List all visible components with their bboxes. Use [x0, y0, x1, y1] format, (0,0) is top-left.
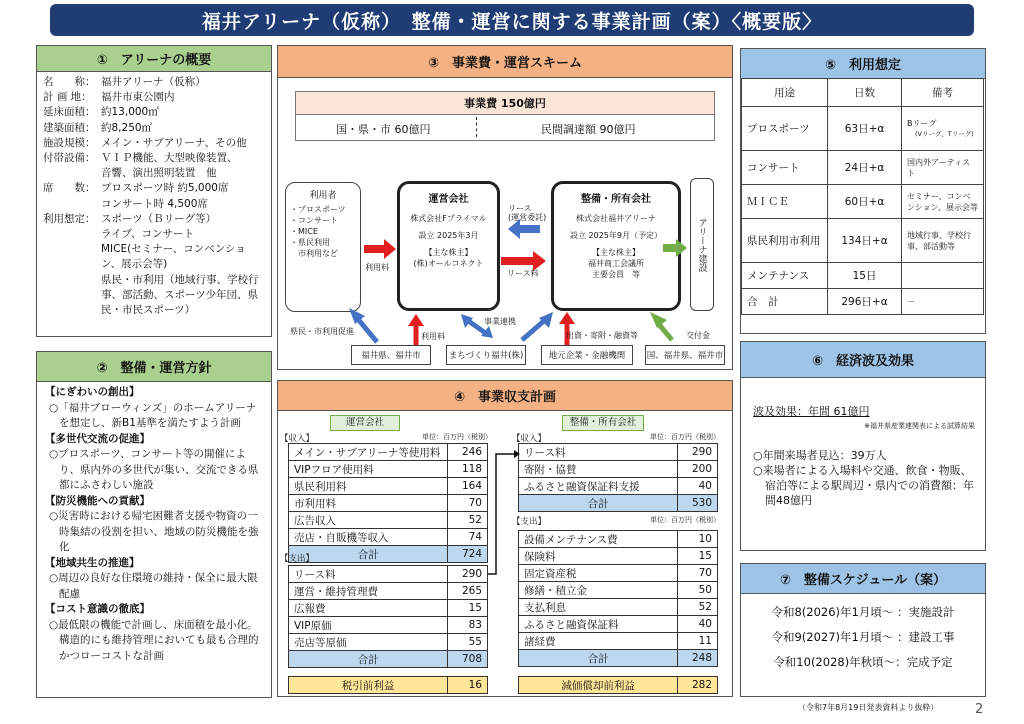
item-label: リース料 [519, 444, 678, 461]
usage-row [742, 151, 984, 185]
policy-heading-item: 【コスト意識の徹底】 [45, 603, 150, 615]
lease-fee-label: リース料 [507, 269, 539, 278]
item-label: 売店・自販機等収入 [289, 529, 448, 546]
table-row [519, 599, 718, 616]
source-note: （令和7年8月19日発表資料より抜粋） [798, 703, 939, 712]
overview-key: 席 数： [43, 182, 96, 195]
invest-label: 出資・寄附・融資等 [566, 331, 638, 340]
remark-main: Bリーグ [907, 118, 937, 128]
item-value: 15 [678, 548, 718, 565]
item-label: 広告収入 [289, 512, 448, 529]
policy-body: ○周辺の良好な住環境の維持・保全に最大限配慮 [49, 572, 258, 600]
profit-row [519, 677, 718, 694]
usage-row [742, 219, 984, 263]
op-company-tag: 運営会社 [330, 415, 400, 431]
overview-row [43, 121, 265, 136]
total-row [289, 651, 488, 668]
item-label: 寄附・協賛 [519, 461, 678, 478]
total-label: 合計 [519, 495, 678, 512]
usage-type: 県民利用市利用 [742, 219, 828, 263]
owner-profit-table [518, 676, 718, 694]
schedule-heading: ⑦ 整備スケジュール（案） [741, 564, 985, 594]
remark-main: 地域行事、学校行事、部活動等 [907, 230, 971, 251]
table-row [289, 495, 488, 512]
ripple-note: ※福井県産業連関表による試算結果 [864, 422, 975, 430]
users-box: 利用者 ・プロスポーツ ・コンサート ・MICE ・県民利用 市利用など [285, 182, 361, 312]
profit-row [289, 677, 488, 694]
item-value: 15 [448, 600, 488, 617]
schedule-row: 令和10(2028)年秋頃～：完成予定 [773, 655, 953, 669]
schedule-row: 令和8(2026)年1月頃～ ：実施設計 [771, 605, 955, 619]
item-label: 修繕・積立金 [519, 582, 678, 599]
total-value: 248 [678, 650, 718, 667]
profit-value: 16 [448, 677, 488, 694]
budget-heading: ④ 事業収支計画 [278, 381, 732, 411]
overview-value: ライブ、コンサート [101, 228, 195, 241]
fee-arrow-1 [364, 239, 396, 259]
policy-body: ○災害時における帰宅困難者支援や物資の一時集結の役割を担い、地域の防災機能を強化 [49, 510, 259, 553]
overview-row [43, 166, 265, 181]
item-value: 118 [448, 461, 488, 478]
overview-row [43, 151, 265, 166]
fee-label-2: 利用料 [421, 332, 445, 341]
overview-row [43, 242, 265, 272]
total-cost: 事業費 150億円 [295, 91, 715, 115]
user-item: 市利用など [290, 249, 338, 258]
item-value: 40 [678, 478, 718, 495]
item-label: 保険料 [519, 548, 678, 565]
table-row [519, 582, 718, 599]
overview-row [43, 273, 265, 319]
usage-remark [902, 185, 984, 219]
overview-key: 延床面積： [43, 106, 96, 119]
overview-key: 名 称： [43, 76, 96, 88]
remark-sub: (Vリーグ、Tリーグ) [915, 129, 974, 138]
remark-main: － [907, 297, 915, 306]
usage-remark [902, 107, 984, 151]
overview-value: スポーツ（Ｂリーグ等） [101, 212, 217, 225]
user-item: ・県民利用 [290, 238, 330, 247]
item-label: 固定資産税 [519, 565, 678, 582]
overview-key: 施設規模： [43, 136, 96, 149]
public-funding: 国・県・市 60億円 [336, 123, 431, 136]
policy-body: ○「福井ブローウィンズ」のホームアリーナを想定し、新B1基準を満たすよう計画 [49, 401, 257, 429]
user-item: ・コンサート [290, 216, 338, 225]
item-label: ふるさと融資保証料 [519, 616, 678, 633]
total-row [519, 650, 718, 667]
total-row [289, 546, 488, 563]
user-item: ・プロスポーツ [290, 205, 346, 214]
table-row [289, 529, 488, 546]
cost-split [295, 115, 715, 141]
ripple-effect: 波及効果：年間 61億円 [753, 405, 870, 418]
table-row [519, 531, 718, 548]
table-row [289, 600, 488, 617]
overview-heading: ① アリーナの概要 [37, 46, 271, 72]
fee-label-1: 利用料 [365, 263, 389, 272]
item-value: 50 [678, 582, 718, 599]
overview-key: 利用想定： [43, 212, 96, 225]
item-value: 11 [678, 633, 718, 650]
policy-heading-item: 【防災機能への貢献】 [45, 494, 150, 507]
overview-value: メイン・サブアリーナ、その他 [101, 136, 247, 149]
table-row [519, 444, 718, 461]
overview-row [43, 105, 265, 120]
item-label: 設備メンテナンス費 [519, 531, 678, 548]
usage-type: 合 計 [742, 289, 828, 315]
owner-expense-table [518, 530, 718, 667]
item-value: 290 [448, 566, 488, 583]
overview-key [43, 166, 101, 181]
usage-type: プロスポーツ [742, 107, 828, 151]
table-row [289, 617, 488, 634]
stakeholder-machizukuri: まちづくり福井(株) [446, 345, 526, 365]
item-value: 246 [448, 444, 488, 461]
item-value: 83 [448, 617, 488, 634]
usage-heading: ⑤ 利用想定 [741, 49, 985, 79]
economic-panel [740, 341, 986, 551]
item-label: VIP原価 [289, 617, 448, 634]
stakeholder-local-business: 地元企業・金融機関 [541, 345, 633, 365]
usage-row [742, 289, 984, 315]
consumption-estimate: ○来場者による入場料や交通、飲食・物販、宿泊等による駅周辺・県内での消費額：年間48億円 [753, 464, 974, 507]
overview-value: プロスポーツ時 約5,000席 [101, 182, 229, 195]
table-row [289, 444, 488, 461]
schedule-list [741, 594, 985, 675]
table-row [289, 583, 488, 600]
total-label: 合計 [289, 546, 448, 563]
owner-income-table [518, 443, 718, 512]
usage-days: 24日+α [828, 151, 902, 185]
op-expense-table [288, 565, 488, 668]
item-value: 265 [448, 583, 488, 600]
usage-col-header: 備考 [902, 79, 984, 107]
item-label: 県民利用料 [289, 478, 448, 495]
overview-row [43, 212, 265, 227]
overview-key: 付帯設備： [43, 152, 96, 165]
overview-value: コンサート時 4,500席 [101, 197, 208, 210]
total-row [519, 495, 718, 512]
overview-row [43, 227, 265, 242]
profit-value: 282 [678, 677, 718, 694]
page-number: 2 [975, 702, 984, 717]
private-funding: 民間調達額 90億円 [541, 123, 636, 136]
op-income-table [288, 443, 488, 563]
lease-link-arrow [488, 450, 522, 580]
item-value: 164 [448, 478, 488, 495]
total-value: 724 [448, 546, 488, 563]
overview-key [43, 242, 101, 272]
item-label: 運営・維持管理費 [289, 583, 448, 600]
usage-remark [902, 263, 984, 289]
table-row [289, 512, 488, 529]
total-value: 530 [678, 495, 718, 512]
scheme-heading: ③ 事業費・運営スキーム [278, 46, 732, 78]
policy-panel [36, 351, 272, 698]
policy-heading: ② 整備・運営方針 [37, 352, 271, 382]
usage-row [742, 185, 984, 219]
page-title: 福井アリーナ（仮称） 整備・運営に関する事業計画（案）〈概要版〉 [50, 4, 974, 36]
policy-heading-item: 【にぎわいの創出】 [45, 386, 140, 398]
usage-row [742, 107, 984, 151]
item-label: 市利用料 [289, 495, 448, 512]
overview-value: 県民・市利用（地域行事、学校行事、部活動、スポーツ少年団、県民・市民スポーツ） [101, 273, 259, 317]
table-row [519, 633, 718, 650]
item-label: ふるさと融資保証料支援 [519, 478, 678, 495]
coop-label: 事業連携 [484, 317, 516, 326]
policy-heading-item: 【多世代交流の促進】 [45, 432, 150, 445]
overview-value: 福井アリーナ（仮称） [101, 76, 206, 88]
item-value: 10 [678, 531, 718, 548]
item-label: 諸経費 [519, 633, 678, 650]
overview-key: 建築面積： [43, 121, 96, 134]
item-value: 200 [678, 461, 718, 478]
table-row [519, 548, 718, 565]
policy-body: ○最低限の機能で計画し、床面積を最小化。構造的にも維持管理においても最も合理的かつローコストな計画 [49, 618, 259, 662]
owner-company-tag: 整備・所有会社 [562, 415, 644, 431]
overview-row [43, 181, 265, 196]
usage-col-header: 用途 [742, 79, 828, 107]
item-value: 290 [678, 444, 718, 461]
total-value: 708 [448, 651, 488, 668]
table-row [519, 461, 718, 478]
promo-label: 県民・市利用促進 [290, 327, 354, 336]
operating-company: 運営会社 株式会社Fプライマル 設立 2025年3月 【主な株主】 (株)オールコネクト [397, 181, 500, 311]
total-label: 合計 [519, 650, 678, 667]
table-row [289, 478, 488, 495]
item-label: VIPフロア使用料 [289, 461, 448, 478]
usage-days: 63日+α [828, 107, 902, 151]
item-label: リース料 [289, 566, 448, 583]
item-value: 52 [448, 512, 488, 529]
table-row [289, 566, 488, 583]
stakeholder-pref-city: 福井県、福井市 [351, 345, 431, 365]
item-label: メイン・サブアリーナ等使用料 [289, 444, 448, 461]
lease-arrow [508, 219, 540, 239]
table-row [289, 461, 488, 478]
item-value: 70 [448, 495, 488, 512]
usage-type: コンサート [742, 151, 828, 185]
profit-label: 減価償却前利益 [519, 677, 678, 694]
item-value: 74 [448, 529, 488, 546]
policy-heading-item: 【地域共生の推進】 [45, 556, 140, 569]
schedule-row: 令和9(2027)年1月頃～ ：建設工事 [771, 630, 955, 644]
overview-value: 約8,250㎡ [101, 121, 153, 134]
overview-key [43, 273, 101, 319]
usage-row [742, 263, 984, 289]
op-profit-table [288, 676, 488, 694]
item-label: 支払利息 [519, 599, 678, 616]
overview-value: ＶＩＰ機能、大型映像装置、 [101, 152, 238, 165]
economic-heading: ⑥ 経済波及効果 [741, 342, 985, 378]
remark-main: セミナー、コンベンション、展示会等 [907, 191, 978, 212]
total-label: 合計 [289, 651, 448, 668]
overview-panel [36, 45, 272, 337]
overview-value: MICE(セミナー、コンベンション、展示会等) [101, 243, 246, 271]
item-value: 52 [678, 599, 718, 616]
table-row [519, 565, 718, 582]
item-label: 広報費 [289, 600, 448, 617]
lease-label: リース (運営委託) [508, 204, 547, 222]
overview-row [43, 136, 265, 151]
overview-value: 福井市東公園内 [101, 91, 175, 104]
schedule-panel [740, 563, 986, 697]
usage-days: 60日+α [828, 185, 902, 219]
user-item: ・MICE [290, 227, 318, 236]
usage-days: 15日 [828, 263, 902, 289]
overview-row [43, 197, 265, 212]
usage-panel [740, 48, 986, 334]
usage-type: メンテナンス [742, 263, 828, 289]
usage-days: 296日+α [828, 289, 902, 315]
overview-key [43, 227, 101, 242]
stakeholder-gov: 国、福井県、福井市 [645, 345, 725, 365]
arena-construction: アリーナ建設 [690, 178, 714, 311]
table-row [289, 634, 488, 651]
policy-list [37, 382, 271, 667]
table-row [519, 478, 718, 495]
table-row [519, 616, 718, 633]
overview-key [43, 197, 101, 212]
item-value: 55 [448, 634, 488, 651]
item-value: 40 [678, 616, 718, 633]
policy-body: ○プロスポーツ、コンサート等の開催により、県内外の多世代が集い、交流できる県都にふさわしい施設 [49, 448, 259, 491]
remark-main: 国内外アーティスト [907, 157, 971, 178]
overview-list [37, 72, 271, 321]
owner-company: 整備・所有会社 株式会社福井アリーナ 設立 2025年9月（予定） 【主な株主】 福井商工会議所 主要会員 等 [551, 181, 681, 311]
usage-remark [902, 151, 984, 185]
usage-remark [902, 219, 984, 263]
overview-row [43, 75, 265, 90]
item-value: 70 [678, 565, 718, 582]
item-label: 売店等原価 [289, 634, 448, 651]
overview-value: 約13,000㎡ [101, 106, 159, 119]
usage-col-header: 日数 [828, 79, 902, 107]
usage-type: ＭＩＣＥ [742, 185, 828, 219]
overview-key: 計 画 地： [43, 91, 92, 104]
usage-days: 134日+α [828, 219, 902, 263]
profit-label: 税引前利益 [289, 677, 448, 694]
visitor-estimate: ○年間来場者見込：39万人 [753, 449, 887, 462]
overview-row [43, 90, 265, 105]
usage-table [741, 78, 984, 315]
build-arrow [663, 239, 687, 257]
grant-label: 交付金 [686, 331, 710, 340]
usage-remark [902, 289, 984, 315]
overview-value: 音響、演出照明装置 他 [101, 167, 217, 180]
